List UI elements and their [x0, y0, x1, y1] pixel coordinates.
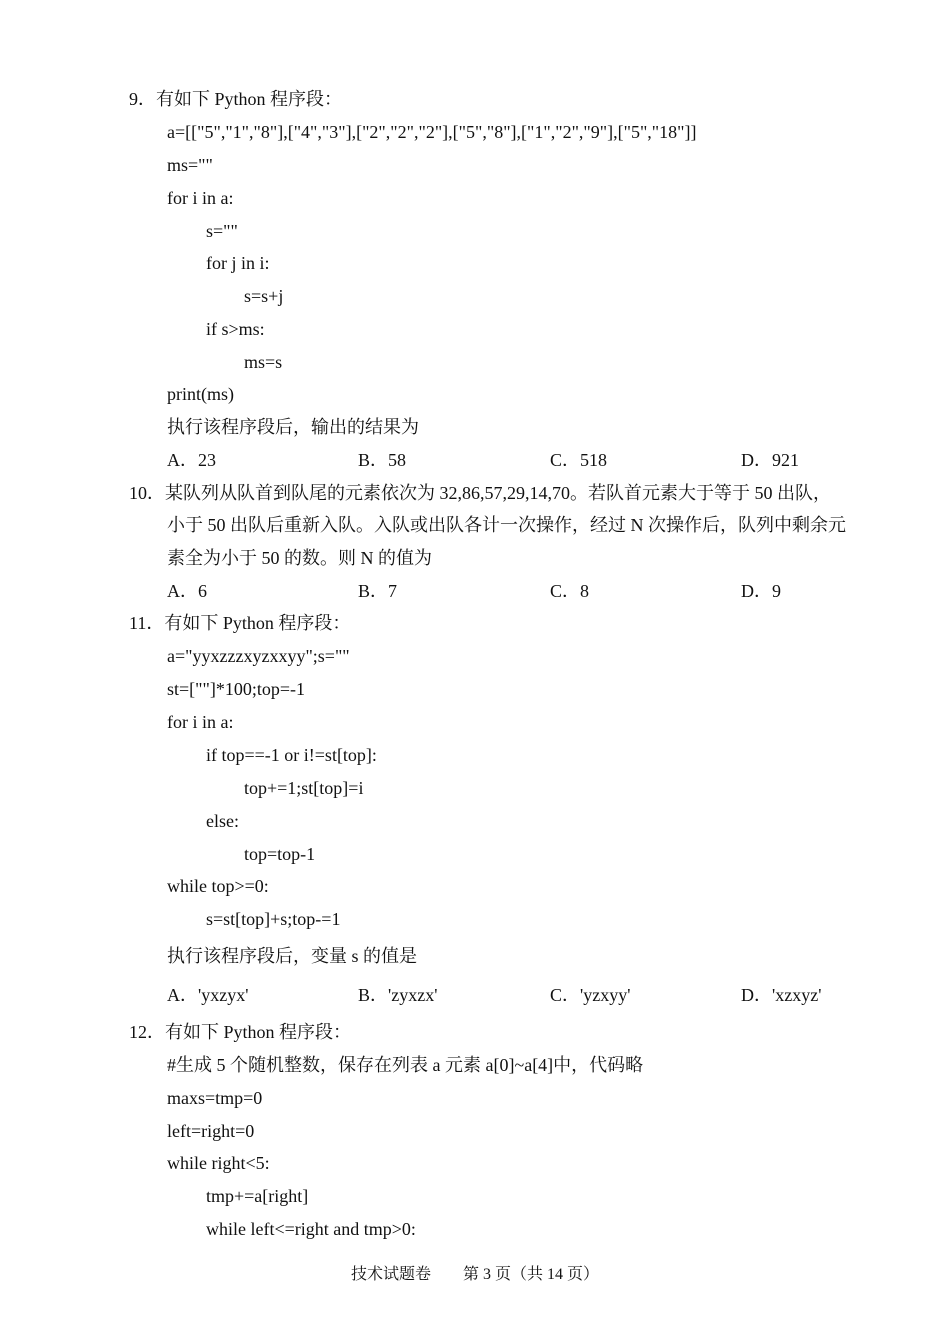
q12-code-line: maxs=tmp=0 — [167, 1088, 263, 1108]
q11-code-line: for i in a: — [167, 712, 234, 732]
q10-option-d: D．9 — [741, 581, 781, 601]
q12-title: 12．有如下 Python 程序段： — [129, 1022, 352, 1042]
q9-code-line: print(ms) — [167, 384, 234, 404]
q11-title: 11．有如下 Python 程序段： — [129, 613, 351, 633]
q9-code-line: s=s+j — [244, 286, 284, 306]
q9-code-line: s="" — [206, 221, 238, 241]
q10-option-c: C．8 — [550, 581, 590, 601]
footer-subject: 技术试题卷 — [350, 1266, 431, 1283]
q9-option-a: A．23 — [167, 450, 216, 470]
q9-title: 9．有如下 Python 程序段： — [129, 89, 343, 109]
q12-code-line: while left<=right and tmp>0: — [206, 1219, 416, 1239]
q11-option-d: D．'xzxyz' — [741, 985, 822, 1005]
q11-code-line: a="yyxzzzxyzxxyy";s="" — [167, 646, 350, 666]
q11-option-a: A．'yxzyx' — [167, 985, 249, 1005]
q11-code-line: s=st[top]+s;top-=1 — [206, 909, 341, 929]
q11-code-line: top=top-1 — [244, 844, 316, 864]
q9-code-line: for j in i: — [206, 253, 270, 273]
q12-code-line: tmp+=a[right] — [206, 1186, 309, 1206]
q10-option-b: B．7 — [358, 581, 398, 601]
q11-prompt: 执行该程序段后，变量 s 的值是 — [167, 946, 418, 966]
footer-page-number: 第 3 页（共 14 页） — [463, 1266, 600, 1283]
q11-code-line: st=[""]*100;top=-1 — [167, 679, 305, 699]
q10-text-line: 小于 50 出队后重新入队。入队或出队各计一次操作，经过 N 次操作后，队列中剩余元 — [167, 515, 846, 535]
q11-option-c: C．'yzxyy' — [550, 985, 631, 1005]
q9-code-line: if s>ms: — [206, 319, 265, 339]
q9-code-line: for i in a: — [167, 188, 234, 208]
q9-prompt: 执行该程序段后，输出的结果为 — [167, 417, 419, 437]
q10-text-line: 10．某队列从队首到队尾的元素依次为 32,86,57,29,14,70。若队首元素大于等于 50 出队， — [129, 483, 831, 503]
q9-option-d: D．921 — [741, 450, 799, 470]
q11-option-b: B．'zyxzx' — [358, 985, 438, 1005]
q10-option-a: A．6 — [167, 581, 207, 601]
q10-text-line: 素全为小于 50 的数。则 N 的值为 — [167, 548, 432, 568]
q12-code-line: #生成 5 个随机整数，保存在列表 a 元素 a[0]~a[4]中，代码略 — [167, 1055, 644, 1075]
q11-code-line: top+=1;st[top]=i — [244, 778, 364, 798]
q9-code-line: ms=s — [244, 352, 283, 372]
q12-code-line: while right<5: — [167, 1153, 270, 1173]
q9-code-line: a=[["5","1","8"],["4","3"],["2","2","2"],["5","8"],["1","2","9"],["5","18"]] — [167, 122, 697, 142]
q9-option-c: C．518 — [550, 450, 608, 470]
q9-code-line: ms="" — [167, 155, 213, 175]
q11-code-line: while top>=0: — [167, 876, 269, 896]
q9-option-b: B．58 — [358, 450, 407, 470]
q11-code-line: if top==-1 or i!=st[top]: — [206, 745, 377, 765]
page-footer — [0, 1265, 950, 1285]
q11-code-line: else: — [206, 811, 239, 831]
q12-code-line: left=right=0 — [167, 1121, 255, 1141]
